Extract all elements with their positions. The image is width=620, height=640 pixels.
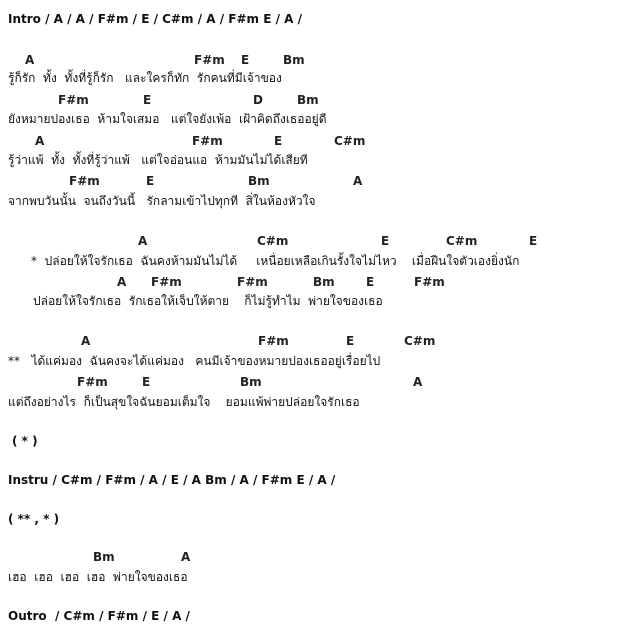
verse1-chords-4c: Bm xyxy=(248,174,270,188)
verse1-chords-3b: F#m xyxy=(192,134,223,148)
instru-line: Instru / C#m / F#m / A / E / A Bm / A / F#m E / A / xyxy=(8,473,336,487)
chorus1-lyric-2: ปล่อยให้ใจรักเธอ รักเธอให้เจ็บให้ตาย ก็ไม่รู้ทำไม พ่ายใจของเธอ xyxy=(33,294,383,308)
verse1-chords-1 xyxy=(25,54,34,66)
chorus1-lyric-1: * ปล่อยให้ใจรักเธอ ฉันคงห้ามมันไม่ได้ เหนื่อยเหลือเกินรั้งใจไม่ไหว เมื่อฝืนใจตัวเองยิ่งนัก xyxy=(31,254,520,268)
verse1-chords-4b: E xyxy=(146,174,155,188)
chorus1-chords-1d: C#m xyxy=(446,234,478,248)
chorus2-chords-1d: C#m xyxy=(404,334,436,348)
repeat-marker-2: ( ** , * ) xyxy=(8,512,60,526)
verse1-lyric-4: จากพบวันนั้น จนถึงวันนี้ รักลามเข้าไปทุกที สิ่ในห้องหัวใจ xyxy=(8,194,316,208)
chorus2-chords-2a: F#m xyxy=(77,375,108,389)
tag-lyric: เฮอ เฮอ เฮอ เฮอ พ่ายใจของเธอ xyxy=(8,570,188,584)
chorus1-chords-1a: A xyxy=(138,234,148,248)
verse1-chords-3a: A xyxy=(35,134,45,148)
chorus2-chords-1a: A xyxy=(81,334,91,348)
chorus1-chords-1e: E xyxy=(529,234,538,248)
intro-line: Intro / A / A / F#m / E / C#m / A / F#m E / A / xyxy=(8,12,302,26)
chorus2-chords-2c: Bm xyxy=(240,375,262,389)
chorus2-lyric-1: ** ได้แค่มอง ฉันคงจะได้แค่มอง คนมีเจ้าของหมายปองเธออยู่เรื่อยไป xyxy=(8,354,381,368)
chorus2-chords-1b: F#m xyxy=(258,334,289,348)
chorus2-chords-1c: E xyxy=(346,334,355,348)
verse1-chords-4a: F#m xyxy=(69,174,100,188)
repeat-marker-1: ( * ) xyxy=(12,434,38,448)
chorus2-lyric-2: แต่ถึงอย่างไร ก็เป็นสุขใจฉันยอมเต็มใจ ยอมแพ้พ่ายปล่อยใจรักเธอ xyxy=(8,395,360,409)
verse1-chords-2a: F#m xyxy=(58,93,89,107)
verse1-chords-3d: C#m xyxy=(334,134,366,148)
chorus1-chords-2d: Bm xyxy=(313,275,335,289)
chorus2-chords-2b: E xyxy=(142,375,151,389)
verse1-lyric-3: รู้ว่าแพ้ ทั้ง ทั้งที่รู้ว่าแพ้ แต่ใจอ่อนแอ ห้ามมันไม่ได้เสียที xyxy=(8,153,308,167)
chorus1-chords-2c: F#m xyxy=(237,275,268,289)
verse1-lyric-2: ยังหมายปองเธอ ห้ามใจเสมอ แต่ใจยังเพ้อ เฝ้าคิดถึงเธออยู่ดี xyxy=(8,112,327,126)
verse1-chords-4d: A xyxy=(353,174,363,188)
chorus1-chords-2b: F#m xyxy=(151,275,182,289)
verse1-lyric-1: รู้ก็รัก ทั้ง ทั้งที่รู้ก็รัก และใครก็ทัก รักคนที่มีเจ้าของ xyxy=(8,71,282,85)
chord: A xyxy=(25,53,35,67)
chorus1-chords-1c: E xyxy=(381,234,390,248)
tag-chords-a: Bm xyxy=(93,550,115,564)
verse1-chords-1c: E xyxy=(241,53,250,67)
chorus1-chords-2a: A xyxy=(117,275,127,289)
chorus1-chords-2e: E xyxy=(366,275,375,289)
chorus2-chords-2d: A xyxy=(413,375,423,389)
verse1-chords-3c: E xyxy=(274,134,283,148)
outro-line: Outro / C#m / F#m / E / A / xyxy=(8,609,190,623)
verse1-chords-1d: Bm xyxy=(283,53,305,67)
verse1-chords-2b: E xyxy=(143,93,152,107)
verse1-chords-2c: D xyxy=(253,93,263,107)
chorus1-chords-1b: C#m xyxy=(257,234,289,248)
verse1-chords-2d: Bm xyxy=(297,93,319,107)
tag-chords-b: A xyxy=(181,550,191,564)
chorus1-chords-2f: F#m xyxy=(414,275,445,289)
verse1-chords-1b: F#m xyxy=(194,53,225,67)
